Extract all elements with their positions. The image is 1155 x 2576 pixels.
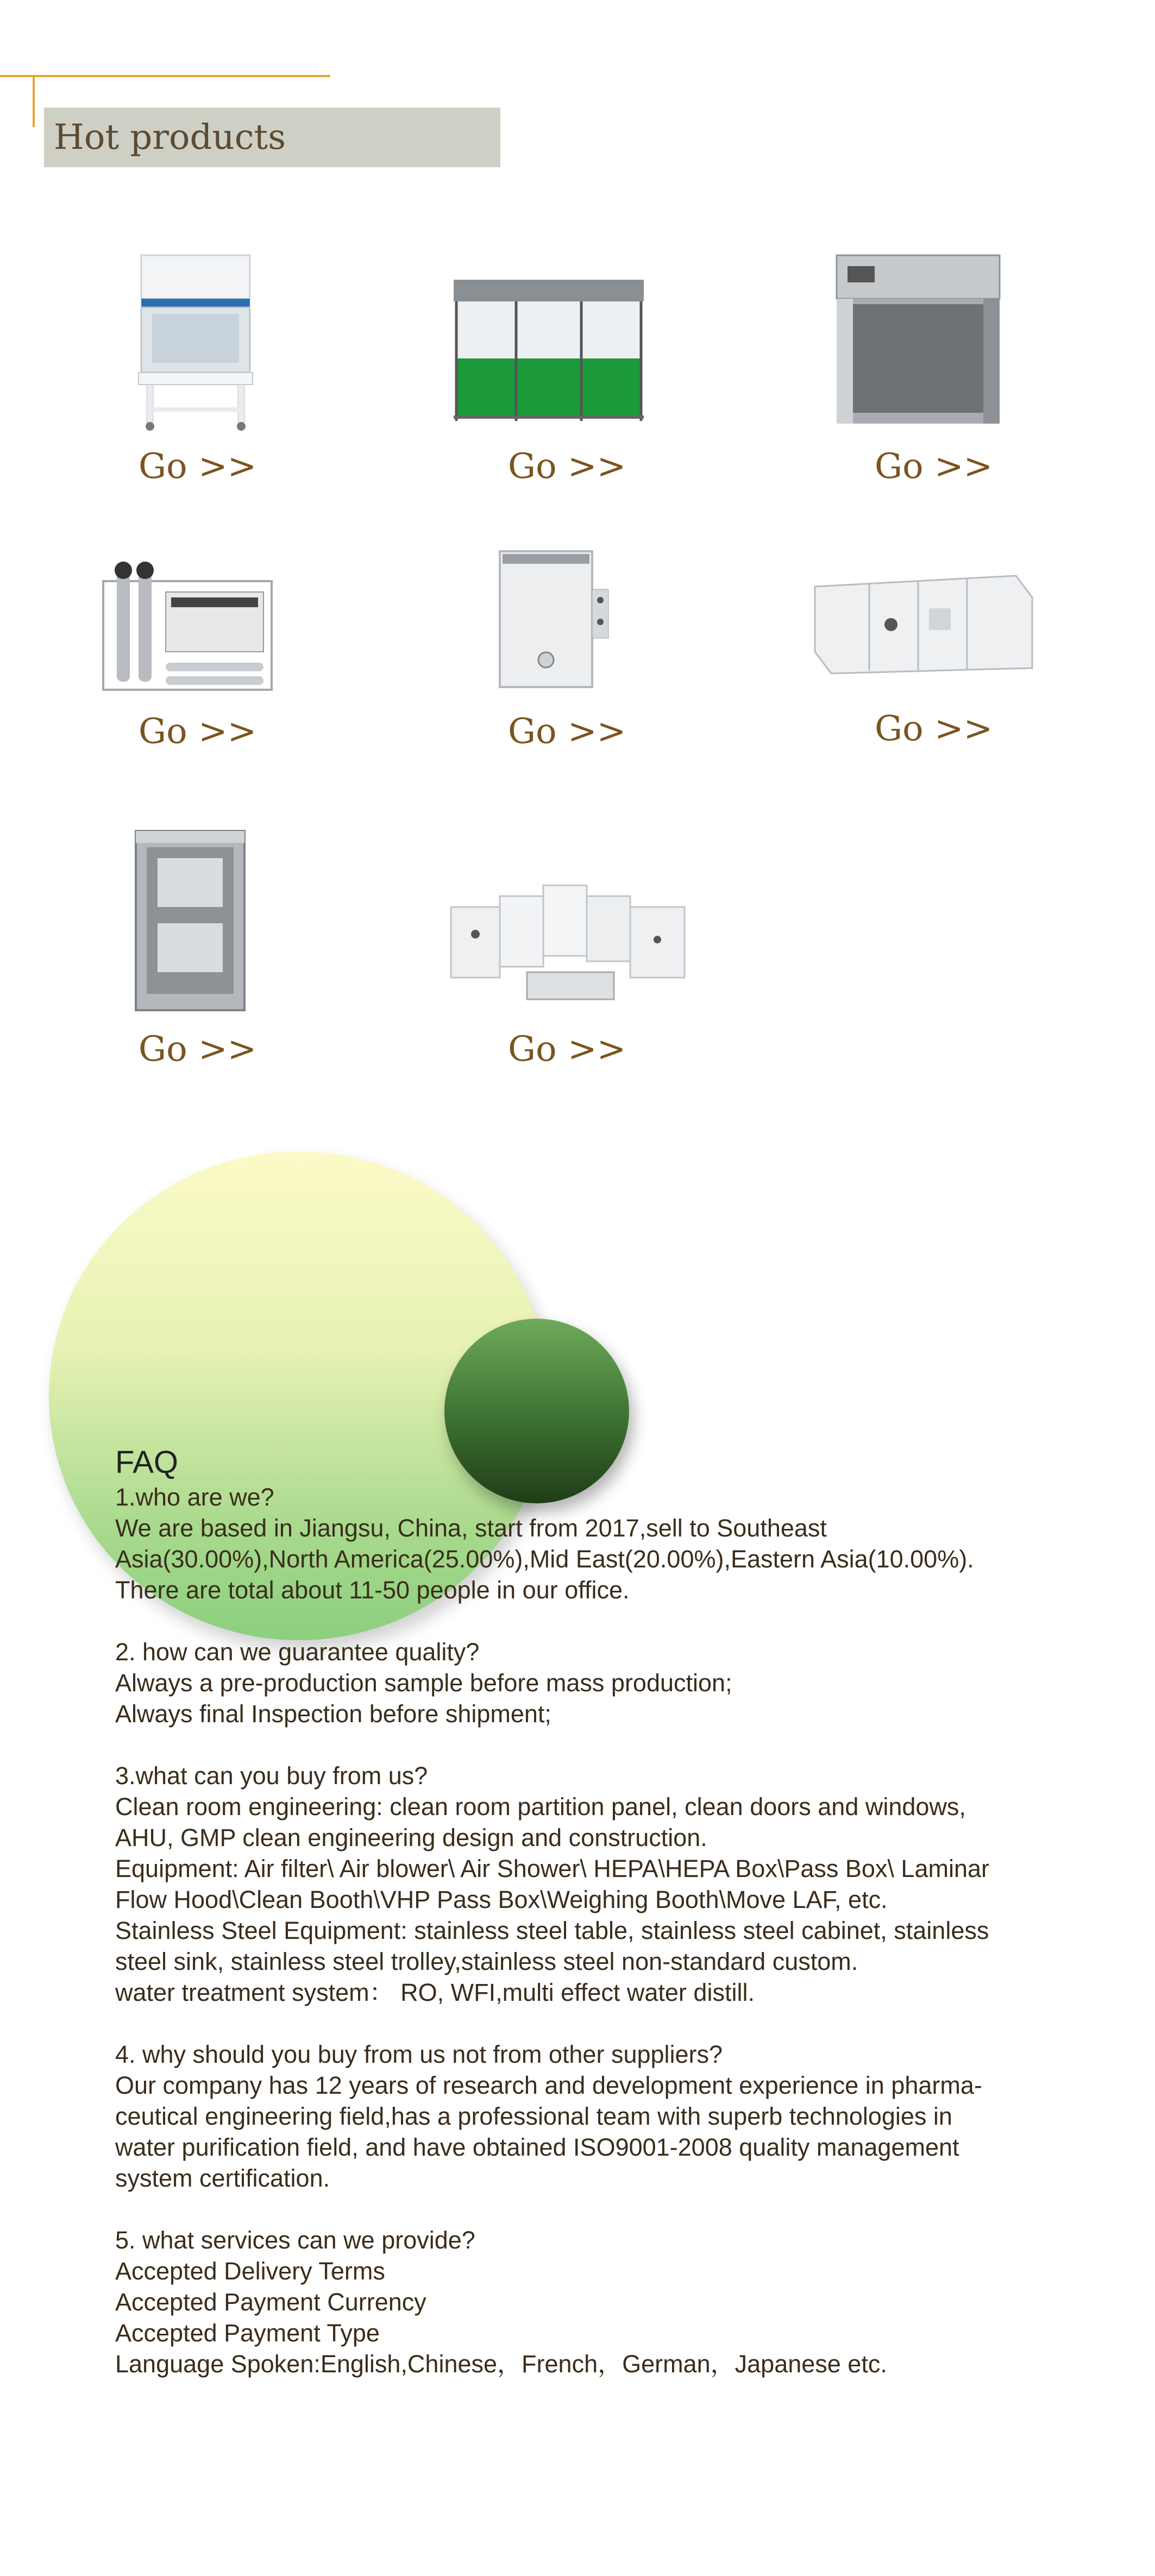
faq-spacer xyxy=(115,2194,1071,2225)
hepa-filter-image[interactable] xyxy=(445,880,690,1010)
header-horizontal-line xyxy=(0,75,330,77)
faq-answer-3-line-5: Stainless Steel Equipment: stainless steel table, stainless steel cabinet, stainless xyxy=(115,1917,989,1944)
faq-question-2: 2. how can we guarantee quality? xyxy=(115,1638,480,1666)
faq-answer-3-line-4: Flow Hood\Clean Booth\VHP Pass Box\Weighing Booth\Move LAF, etc. xyxy=(115,1886,888,1913)
faq-answer-4-line-3: water purification field, and have obtained ISO9001-2008 quality management xyxy=(115,2133,959,2161)
faq-answer-3-line-7: water treatment system： RO, WFI,multi effect water distill. xyxy=(115,1979,755,2006)
faq-answer-1-line-1: We are based in Jiangsu, China, start from 2017,sell to Southeast xyxy=(115,1514,827,1542)
faq-answer-5-line-1: Accepted Delivery Terms xyxy=(115,2257,385,2285)
faq-answer-5-line-4: Language Spoken:English,Chinese，French，German，Japanese etc. xyxy=(115,2350,887,2378)
go-link-2[interactable]: Go >> xyxy=(508,446,626,487)
faq-answer-4-line-2: ceutical engineering field,has a professional team with superb technologies in xyxy=(115,2102,952,2130)
go-link-6[interactable]: Go >> xyxy=(875,709,993,749)
faq-answer-5-line-3: Accepted Payment Type xyxy=(115,2319,380,2347)
faq-spacer xyxy=(115,1605,1071,1636)
go-link-8[interactable]: Go >> xyxy=(508,1029,626,1069)
go-link-7[interactable]: Go >> xyxy=(139,1029,257,1069)
faq-answer-1-line-2: Asia(30.00%),North America(25.00%),Mid East(20.00%),Eastern Asia(10.00%). xyxy=(115,1545,974,1573)
faq-question-5: 5. what services can we provide? xyxy=(115,2226,475,2254)
faq-answer-3-line-2: AHU, GMP clean engineering design and construction. xyxy=(115,1824,707,1851)
weighing-booth-image[interactable] xyxy=(831,250,1005,429)
faq-section xyxy=(115,1444,1071,2379)
clean-booth-image[interactable] xyxy=(451,277,646,429)
faq-answer-2-line-1: Always a pre-production sample before mass production; xyxy=(115,1669,732,1697)
faq-answer-4-line-1: Our company has 12 years of research and development experience in pharma- xyxy=(115,2071,982,2099)
faq-answer-5-line-2: Accepted Payment Currency xyxy=(115,2288,426,2316)
air-shower-image[interactable] xyxy=(130,826,250,1016)
faq-question-1: 1.who are we? xyxy=(115,1483,274,1511)
faq-answer-3-line-3: Equipment: Air filter\ Air blower\ Air Shower\ HEPA\HEPA Box\Pass Box\ Laminar xyxy=(115,1855,989,1882)
faq-question-3: 3.what can you buy from us? xyxy=(115,1762,428,1790)
faq-answer-1-line-3: There are total about 11-50 people in our office. xyxy=(115,1576,630,1604)
section-title-box xyxy=(44,108,500,167)
faq-answer-3-line-6: steel sink, stainless steel trolley,stainless steel non-standard custom. xyxy=(115,1948,858,1975)
faq-answer-4-line-4: system certification. xyxy=(115,2164,330,2192)
section-title: Hot products xyxy=(54,117,286,158)
air-handling-unit-image[interactable] xyxy=(809,565,1038,679)
go-link-4[interactable]: Go >> xyxy=(139,711,257,752)
faq-title: FAQ xyxy=(115,1445,179,1480)
faq-answer-2-line-2: Always final Inspection before shipment; xyxy=(115,1700,551,1728)
water-treatment-image[interactable] xyxy=(101,559,274,695)
faq-question-4: 4. why should you buy from us not from other suppliers? xyxy=(115,2040,723,2068)
go-link-3[interactable]: Go >> xyxy=(875,446,993,487)
faq-answer-3-line-1: Clean room engineering: clean room partition panel, clean doors and windows, xyxy=(115,1793,966,1821)
faq-spacer xyxy=(115,1729,1071,1760)
header-vertical-line xyxy=(33,75,35,127)
pass-box-image[interactable] xyxy=(494,546,614,692)
go-link-1[interactable]: Go >> xyxy=(139,446,257,487)
biosafety-cabinet-image[interactable] xyxy=(130,250,261,434)
faq-spacer xyxy=(115,2008,1071,2039)
go-link-5[interactable]: Go >> xyxy=(508,711,626,752)
